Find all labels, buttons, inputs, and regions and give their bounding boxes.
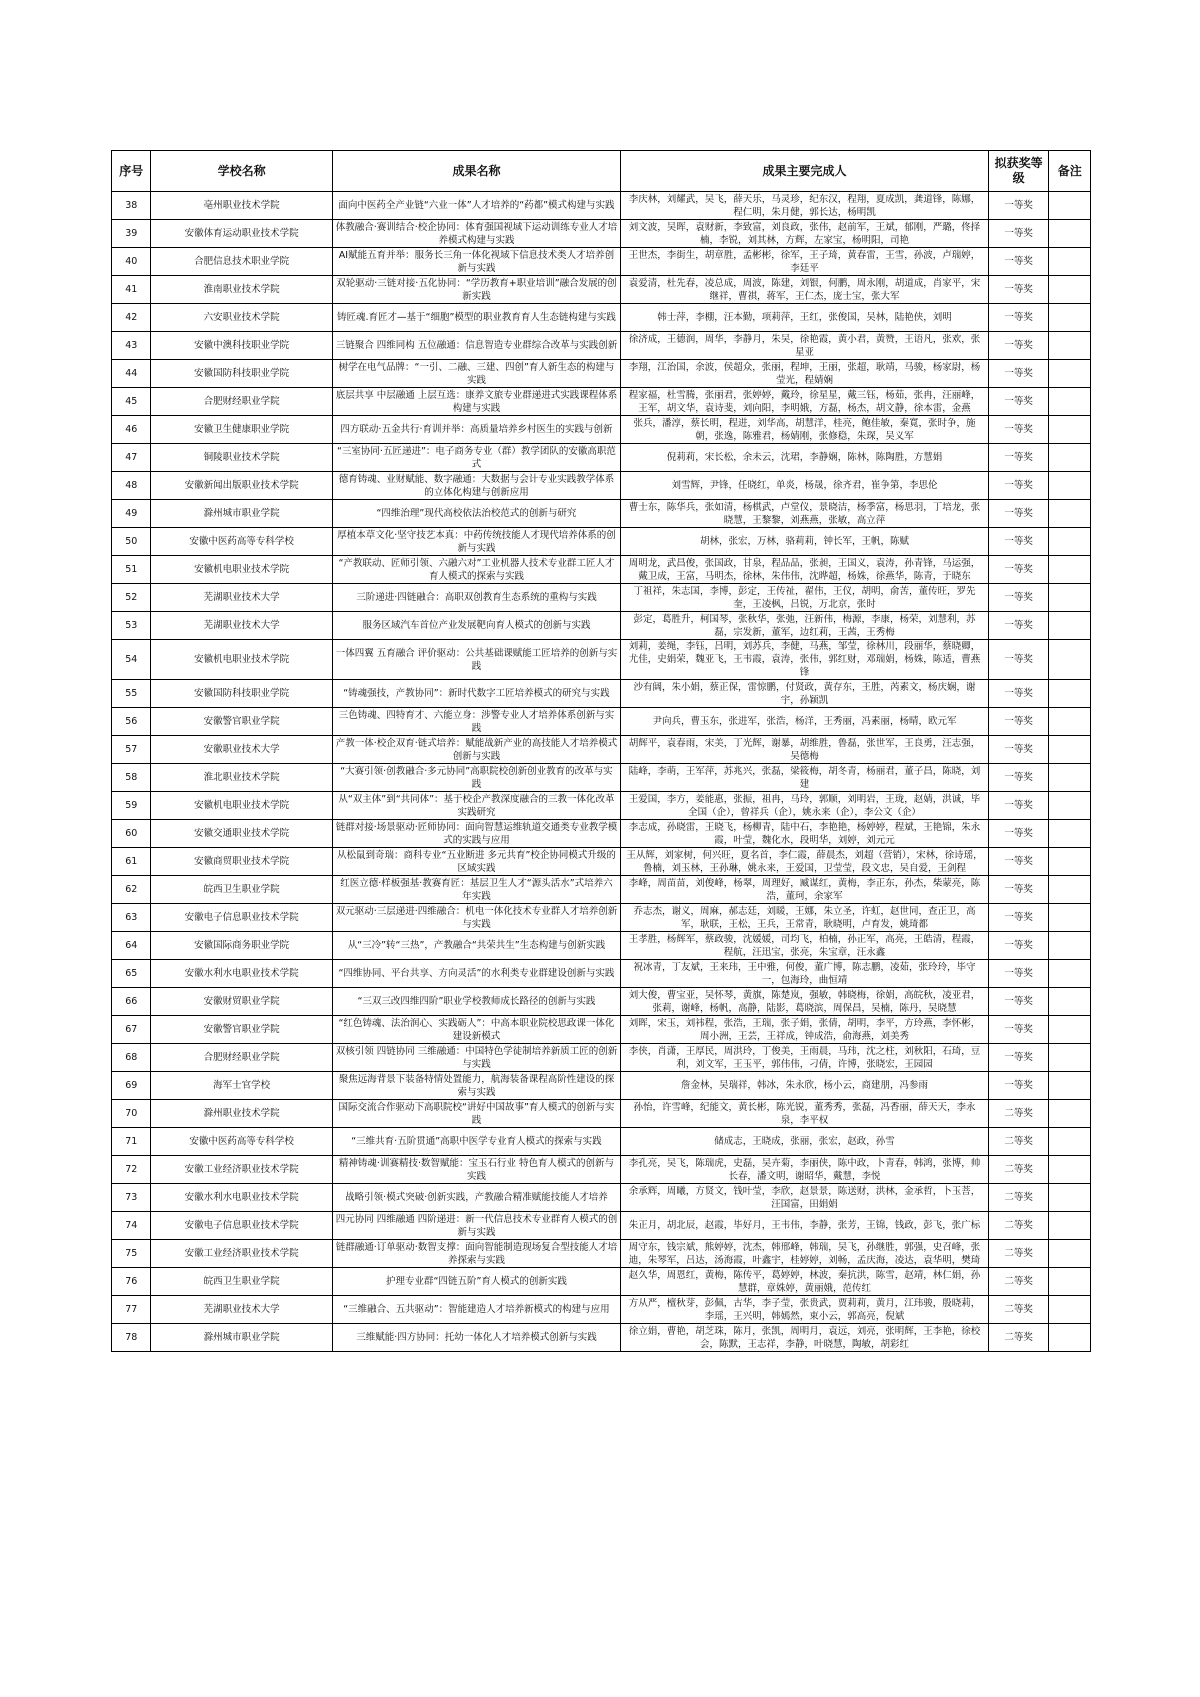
header-no: 序号 [112, 151, 151, 192]
cell-award: 一等奖 [988, 612, 1049, 640]
table-row [112, 876, 1091, 904]
table-row [112, 1100, 1091, 1128]
cell-people: 沙有阔，朱小娟，蔡正保，雷惊鹏，付贤政，黄存东，王胜，芮素文，杨庆娴，谢宇，孙颖凯 [621, 680, 989, 708]
cell-school: 安徽机电职业技术学院 [151, 556, 332, 584]
cell-award: 一等奖 [988, 388, 1049, 416]
cell-no: 49 [112, 500, 151, 528]
cell-no: 59 [112, 792, 151, 820]
cell-no: 57 [112, 736, 151, 764]
cell-award: 二等奖 [988, 1184, 1049, 1212]
cell-school: 合肥财经职业学院 [151, 388, 332, 416]
cell-school: 淮北职业技术学院 [151, 764, 332, 792]
table-row [112, 736, 1091, 764]
cell-no: 64 [112, 932, 151, 960]
cell-remark [1049, 1016, 1091, 1044]
table-row [112, 848, 1091, 876]
cell-school: 安徽中澳科技职业学院 [151, 332, 332, 360]
cell-people: 丁祖祥，朱志国，李博，彭定，王传祉，翟伟，王仪，胡明，俞苦，董传旺，罗先奎，王凌枫，吕锐，万北京，张时 [621, 584, 989, 612]
cell-title: 从“双主体”到“共同体”：基于校企产教深度融合的三教一体化改革实践研究 [332, 792, 621, 820]
cell-award: 一等奖 [988, 444, 1049, 472]
cell-people: 韩士萍，李棚，汪本勤，项莉萍，王红，张俊国，吴林，陆艳侠，刘明 [621, 304, 989, 332]
cell-no: 70 [112, 1100, 151, 1128]
cell-no: 55 [112, 680, 151, 708]
table-row [112, 1128, 1091, 1156]
cell-no: 50 [112, 528, 151, 556]
cell-school: 安徽国际商务职业学院 [151, 932, 332, 960]
cell-title: 三阶递进·四链融合：高职双创教育生态系统的重构与实践 [332, 584, 621, 612]
table-row [112, 988, 1091, 1016]
cell-people: 朱正月，胡北辰，赵霞，毕好月，王韦伟，李静，张芳，王锦，钱政，彭飞，张广标 [621, 1212, 989, 1240]
cell-title: “三室协同·五匠递进”：电子商务专业（群）教学团队的安徽高职范式 [332, 444, 621, 472]
table-body [112, 192, 1091, 1352]
cell-no: 47 [112, 444, 151, 472]
cell-title: 三色铸魂、四特育才、六能立身：涉警专业人才培养体系创新与实践 [332, 708, 621, 736]
cell-award: 一等奖 [988, 736, 1049, 764]
cell-people: 周守东，钱宗斌，熊婷婷，沈杰，韩邢峰，韩瑞，吴飞，孙继胜，郭强，史召峰，张迪，朱琴军，吕达，汤海霞，叶鑫宇，桂婷婷，刘畅，孟庆海，凌达，袁华明，樊琦 [621, 1240, 989, 1268]
cell-title: “铸魂强技，产教协同”：新时代数字工匠培养模式的研究与实践 [332, 680, 621, 708]
cell-title: “四维治理”现代高校依法治校范式的创新与研究 [332, 500, 621, 528]
table-row [112, 1212, 1091, 1240]
header-title: 成果名称 [332, 151, 621, 192]
table-row [112, 1268, 1091, 1296]
cell-school: 安徽电子信息职业技术学院 [151, 904, 332, 932]
awards-table [111, 150, 1091, 1352]
cell-school: 安徽新闻出版职业技术学院 [151, 472, 332, 500]
cell-no: 78 [112, 1324, 151, 1352]
table-row [112, 640, 1091, 680]
cell-remark [1049, 1044, 1091, 1072]
cell-school: 安徽警官职业学院 [151, 708, 332, 736]
cell-remark [1049, 932, 1091, 960]
cell-award: 二等奖 [988, 1324, 1049, 1352]
table-row [112, 1016, 1091, 1044]
cell-remark [1049, 680, 1091, 708]
cell-no: 48 [112, 472, 151, 500]
cell-title: 底层共享 中层融通 上层互选：康养文旅专业群递进式实践课程体系构建与实践 [332, 388, 621, 416]
cell-title: 产教一体·校企双育·链式培养：赋能战新产业的高技能人才培养模式创新与实践 [332, 736, 621, 764]
cell-people: 余承辉，周曦，方贤文，钱叶莹，李欣，赵景景，陈送财，洪林，金承哲，卜玉菩，汪国富，田娟娟 [621, 1184, 989, 1212]
cell-people: 倪莉莉，宋长松，余未云，沈珺，李静娴，陈林，陈陶胜，方慧娟 [621, 444, 989, 472]
cell-remark [1049, 736, 1091, 764]
cell-title: 精神铸魂·训赛精技·数智赋能：宝玉石行业 特色育人模式的创新与实践 [332, 1156, 621, 1184]
cell-remark [1049, 848, 1091, 876]
cell-title: 德育铸魂、业财赋能、数字融通：大数据与会计专业实践教学体系的立体化构建与创新应用 [332, 472, 621, 500]
cell-remark [1049, 584, 1091, 612]
cell-remark [1049, 1296, 1091, 1324]
cell-award: 一等奖 [988, 304, 1049, 332]
cell-no: 53 [112, 612, 151, 640]
cell-award: 一等奖 [988, 876, 1049, 904]
cell-people: 乔志杰，谢义，周麻，郝志廷，刘暖，王娜，朱立圣，许虹，赵世同，查正卫，高军，耿联，王松，王兵，王常青，耿晓明，卢育发，姚琦都 [621, 904, 989, 932]
table-row [112, 680, 1091, 708]
cell-title: 双核引领 四链协同 三维融通：中国特色学徒制培养新质工匠的创新与实践 [332, 1044, 621, 1072]
cell-remark [1049, 192, 1091, 220]
cell-people: 王爱国，李方，姜能惠，张振，祖冉，马玲，郭顺，刘明岩，王珑，赵婧，洪诚，毕全国（企），曾祥兵（企），姚永来（企），李公文（企） [621, 792, 989, 820]
cell-award: 一等奖 [988, 960, 1049, 988]
cell-remark [1049, 876, 1091, 904]
cell-award: 一等奖 [988, 792, 1049, 820]
cell-no: 42 [112, 304, 151, 332]
cell-no: 63 [112, 904, 151, 932]
cell-remark [1049, 360, 1091, 388]
cell-title: 红医立德·样板强基·教赛育匠：基层卫生人才“源头活水”式培养六年实践 [332, 876, 621, 904]
cell-people: 程家福，杜雪腾，张丽君，张婷婷，戴玲，徐星星，戴三钰，杨茹，张冉，汪丽峰，王军，胡文华，袁诗斐，刘向阳，李明娥，方磊，杨杰，胡文静，徐本雷，金燕 [621, 388, 989, 416]
cell-no: 66 [112, 988, 151, 1016]
cell-remark [1049, 276, 1091, 304]
cell-remark [1049, 388, 1091, 416]
cell-award: 一等奖 [988, 1072, 1049, 1100]
cell-people: 张兵，潘淳，蔡长明，程进，刘华高，胡慧洋，桂亮，鲍佳敏，秦寬，张时争，施朝，张逸，陈雅君，杨婧刚，张修稳，朱琛，吴义军 [621, 416, 989, 444]
cell-people: 尹向兵，曹玉东，张进军，张浩，杨洋，王秀丽，冯素丽，杨晴，欧元军 [621, 708, 989, 736]
cell-no: 40 [112, 248, 151, 276]
cell-title: 链群融通·订单驱动·数智支撑：面向智能制造现场复合型技能人才培养探索与实践 [332, 1240, 621, 1268]
table-row [112, 820, 1091, 848]
cell-no: 62 [112, 876, 151, 904]
cell-award: 二等奖 [988, 1100, 1049, 1128]
table-row [112, 1296, 1091, 1324]
cell-no: 74 [112, 1212, 151, 1240]
table-row [112, 220, 1091, 248]
cell-people: 胡辉平，袁春雨，宋美，丁光辉，谢暴，胡维胜，鲁磊，张世军，王良勇，汪志强，吴德梅 [621, 736, 989, 764]
table-row [112, 332, 1091, 360]
cell-title: 三维赋能·四方协同：托幼一体化人才培养模式创新与实践 [332, 1324, 621, 1352]
cell-remark [1049, 1072, 1091, 1100]
cell-school: 芜湖职业技术大学 [151, 1296, 332, 1324]
cell-people: 李孔亮，吴飞，陈瑞虎，史磊，吴卉菊，李丽侠，陈中政，卜青春，韩鸿，张博，帅长春，潘文明，谢昭华，戴慧，李悦 [621, 1156, 989, 1184]
cell-title: 聚焦远海背景下装备特情处置能力，航海装备课程高阶性建设的探索与实践 [332, 1072, 621, 1100]
table-row [112, 1184, 1091, 1212]
cell-award: 一等奖 [988, 764, 1049, 792]
cell-title: 三链聚合 四维同构 五位融通：信息智造专业群综合改革与实践创新 [332, 332, 621, 360]
cell-title: 面向中医药全产业链“六业一体”人才培养的“药都”模式构建与实践 [332, 192, 621, 220]
cell-people: 袁爱清，杜先春，凌总成，周波，陈建，刘银，何鹏，周永刚，胡道成，肖家平，宋继祥，曹祺，蒋军，王仁杰，庞士宝，张大军 [621, 276, 989, 304]
table-row [112, 500, 1091, 528]
cell-school: 安徽中医药高等专科学校 [151, 1128, 332, 1156]
cell-school: 安徽财贸职业学院 [151, 988, 332, 1016]
cell-remark [1049, 332, 1091, 360]
cell-award: 二等奖 [988, 1268, 1049, 1296]
cell-people: 曹士东，陈华兵，张如清，杨棋武，卢堂仪，景晓洁，杨季富，杨思羽，丁培龙，张晓慧，王黎黎，刘燕燕，张敏，高立萍 [621, 500, 989, 528]
header-remark: 备注 [1049, 151, 1091, 192]
cell-remark [1049, 304, 1091, 332]
cell-people: 周明龙，武昌俊，张国政，甘泉，程品品，张昶，王国义，袁涛，孙青锋，马运强，戴卫成，王富，马明杰，徐林，朱伟伟，沈晔超，杨姝，徐燕华，陈青，于晓东 [621, 556, 989, 584]
cell-no: 67 [112, 1016, 151, 1044]
table-row [112, 276, 1091, 304]
cell-no: 39 [112, 220, 151, 248]
cell-people: 胡林，张宏，万林，骆莉莉，钟长军，王帆，陈赋 [621, 528, 989, 556]
table-row [112, 192, 1091, 220]
header-school: 学校名称 [151, 151, 332, 192]
cell-people: 方从严，檀秋芽，彭佩，古华，李子莹，张贵武，贾莉莉，黄月，江玮骏，殷晓莉，李瑶，王兴明，韩嫣然，束小云，郭高亮，倪斌 [621, 1296, 989, 1324]
cell-remark [1049, 1240, 1091, 1268]
cell-title: “三双三改四维四阶”职业学校教师成长路径的创新与实践 [332, 988, 621, 1016]
cell-school: 安徽机电职业技术学院 [151, 640, 332, 680]
cell-no: 72 [112, 1156, 151, 1184]
cell-title: 服务区域汽车首位产业发展靶向育人模式的创新与实践 [332, 612, 621, 640]
cell-remark [1049, 612, 1091, 640]
cell-remark [1049, 416, 1091, 444]
table-row [112, 792, 1091, 820]
cell-title: “产教联动、匠师引领、六融六对”工业机器人技术专业群工匠人才育人模式的探索与实践 [332, 556, 621, 584]
cell-remark [1049, 472, 1091, 500]
cell-people: 王孝胜，杨辉军，蔡政骏，沈媛媛，司均飞，柏楠，孙正军，高亮，王皓清，程霞，程航，汪迅宝，张亮，朱宝章，汪永鑫 [621, 932, 989, 960]
cell-people: 陆峰，李萌，王军萍，苏兆兴，张磊，梁筱梅，胡冬青，杨丽君，董子昌，陈晓，刘建 [621, 764, 989, 792]
cell-remark [1049, 904, 1091, 932]
cell-remark [1049, 556, 1091, 584]
cell-no: 77 [112, 1296, 151, 1324]
cell-remark [1049, 792, 1091, 820]
cell-school: 安徽警官职业学院 [151, 1016, 332, 1044]
cell-award: 一等奖 [988, 528, 1049, 556]
cell-award: 一等奖 [988, 416, 1049, 444]
cell-title: 国际交流合作驱动下高职院校“讲好中国故事”育人模式的创新与实践 [332, 1100, 621, 1128]
cell-remark [1049, 1100, 1091, 1128]
cell-title: “红色铸魂、法治润心、实践砺人”：中高本职业院校思政课一体化建设新模式 [332, 1016, 621, 1044]
cell-award: 一等奖 [988, 904, 1049, 932]
cell-award: 一等奖 [988, 556, 1049, 584]
cell-remark [1049, 248, 1091, 276]
cell-people: 赵久华，周恩红，黄梅，陈传平，葛婷婷，林波，秦抗洪，陈雪，赵靖，林仁娟，孙慧群，章姝婷，黄丽娥，范传红 [621, 1268, 989, 1296]
cell-award: 一等奖 [988, 988, 1049, 1016]
table-row [112, 708, 1091, 736]
cell-no: 65 [112, 960, 151, 988]
cell-title: 四方联动·五金共行·育训并举：高质量培养乡村医生的实践与创新 [332, 416, 621, 444]
cell-school: 皖西卫生职业学院 [151, 876, 332, 904]
table-row [112, 528, 1091, 556]
cell-title: “四维协同、平台共享、方向灵活”的水利类专业群建设创新与实践 [332, 960, 621, 988]
cell-school: 合肥信息技术职业学院 [151, 248, 332, 276]
cell-school: 安徽水利水电职业技术学院 [151, 960, 332, 988]
cell-title: 双轮驱动·三链对接·五化协同：“学历教育+职业培训”融合发展的创新实践 [332, 276, 621, 304]
cell-no: 75 [112, 1240, 151, 1268]
cell-award: 一等奖 [988, 848, 1049, 876]
cell-title: AI赋能五育并举：服务长三角一体化视域下信息技术类人才培养创新与实践 [332, 248, 621, 276]
cell-school: 海军士官学校 [151, 1072, 332, 1100]
cell-no: 58 [112, 764, 151, 792]
cell-school: 安徽电子信息职业技术学院 [151, 1212, 332, 1240]
cell-award: 一等奖 [988, 360, 1049, 388]
cell-people: 刘莉，姜绳，李钰，吕明，刘苏兵，李健，马燕，邹莹，徐林川，段丽华，蔡晓卿，尤佳，史娟荣，魏亚飞，王韦霞，袁涛，张伟，郭红财，邓瑞娟，杨姝，陈适，曹燕锋 [621, 640, 989, 680]
cell-remark [1049, 1156, 1091, 1184]
cell-school: 安徽机电职业技术学院 [151, 792, 332, 820]
cell-people: 詹金林，吴瑞祥，韩冰，朱永欣，杨小云，商建朋，冯参雨 [621, 1072, 989, 1100]
cell-no: 45 [112, 388, 151, 416]
cell-award: 一等奖 [988, 680, 1049, 708]
cell-school: 安徽国防科技职业学院 [151, 360, 332, 388]
cell-no: 43 [112, 332, 151, 360]
cell-award: 一等奖 [988, 932, 1049, 960]
cell-remark [1049, 820, 1091, 848]
cell-award: 一等奖 [988, 708, 1049, 736]
table-row [112, 960, 1091, 988]
cell-school: 滁州职业技术学院 [151, 1100, 332, 1128]
table-row [112, 764, 1091, 792]
table-header-row [112, 151, 1091, 192]
cell-remark [1049, 528, 1091, 556]
cell-no: 41 [112, 276, 151, 304]
cell-school: 铜陵职业技术学院 [151, 444, 332, 472]
cell-people: 刘晖，宋玉，刘祎程，张浩，王瑞，张子娟，张倩，胡明，李平，方玲燕，李怀彬，周小洲，王芸，王祥成，钟成浩，俞海燕，刘美秀 [621, 1016, 989, 1044]
cell-award: 一等奖 [988, 220, 1049, 248]
table-row [112, 444, 1091, 472]
cell-school: 亳州职业技术学院 [151, 192, 332, 220]
cell-school: 滁州城市职业学院 [151, 500, 332, 528]
cell-no: 46 [112, 416, 151, 444]
cell-school: 安徽卫生健康职业学院 [151, 416, 332, 444]
cell-remark [1049, 764, 1091, 792]
cell-no: 54 [112, 640, 151, 680]
cell-people: 刘大俊，曹宝亚，吴怀琴，黄旗，陈楚岚，强敏，韩晓梅，徐娟，高皖秋，凌亚君，张莉，谢峰，杨帆，高静，陆影，葛晓滨，周保昌，吴楠，陈丹，吴晓慧 [621, 988, 989, 1016]
cell-title: “大赛引领·创教融合·多元协同”高职院校创新创业教育的改革与实践 [332, 764, 621, 792]
table-row [112, 1240, 1091, 1268]
cell-school: 六安职业技术学院 [151, 304, 332, 332]
cell-no: 71 [112, 1128, 151, 1156]
table-row [112, 1044, 1091, 1072]
cell-title: 双元驱动·三层递进·四维融合：机电一体化技术专业群人才培养创新与实践 [332, 904, 621, 932]
table-row [112, 248, 1091, 276]
cell-award: 一等奖 [988, 1044, 1049, 1072]
cell-no: 56 [112, 708, 151, 736]
cell-remark [1049, 708, 1091, 736]
table-row [112, 584, 1091, 612]
cell-no: 51 [112, 556, 151, 584]
cell-school: 安徽商贸职业技术学院 [151, 848, 332, 876]
cell-remark [1049, 444, 1091, 472]
cell-award: 一等奖 [988, 500, 1049, 528]
cell-remark [1049, 1128, 1091, 1156]
cell-no: 73 [112, 1184, 151, 1212]
cell-title: 链群对接·场景驱动·匠师协同：面向智慧运维轨道交通类专业教学模式的实践与应用 [332, 820, 621, 848]
header-award: 拟获奖等级 [988, 151, 1049, 192]
cell-no: 69 [112, 1072, 151, 1100]
cell-remark [1049, 1212, 1091, 1240]
cell-award: 一等奖 [988, 584, 1049, 612]
cell-award: 二等奖 [988, 1296, 1049, 1324]
table-row [112, 1156, 1091, 1184]
cell-school: 滁州城市职业学院 [151, 1324, 332, 1352]
cell-award: 一等奖 [988, 1016, 1049, 1044]
cell-remark [1049, 960, 1091, 988]
table-row [112, 904, 1091, 932]
cell-people: 王从辉，刘家树，何兴旺，夏名首，李仁霞，薛晨杰，刘超（营销），宋林，徐诗瑶，鲁楠，刘玉林，王孙琳，姚永来，王爱国，卫莹莹，段文忠，吴自爱，王剑程 [621, 848, 989, 876]
cell-award: 一等奖 [988, 248, 1049, 276]
cell-school: 安徽体育运动职业技术学院 [151, 220, 332, 248]
cell-remark [1049, 220, 1091, 248]
results-sheet [111, 150, 1091, 1352]
table-row [112, 1324, 1091, 1352]
cell-school: 安徽水利水电职业技术学院 [151, 1184, 332, 1212]
header-people: 成果主要完成人 [621, 151, 989, 192]
cell-school: 皖西卫生职业学院 [151, 1268, 332, 1296]
cell-award: 一等奖 [988, 472, 1049, 500]
cell-title: 体教融合·赛训结合·校企协同：体育强国视域下运动训练专业人才培养模式构建与实践 [332, 220, 621, 248]
cell-school: 芜湖职业技术大学 [151, 612, 332, 640]
cell-school: 淮南职业技术学院 [151, 276, 332, 304]
table-row [112, 388, 1091, 416]
cell-school: 芜湖职业技术大学 [151, 584, 332, 612]
cell-people: 王世杰，李街生，胡章胜，孟彬彬，徐军，王子琦，黄春雷，王雪，孙波，卢瑞婷，李廷平 [621, 248, 989, 276]
cell-award: 二等奖 [988, 1156, 1049, 1184]
cell-people: 李翔，江治国，余波，侯超众，张丽，程坤，王丽，张超，耿靖，马骏，杨家尉，杨莹光，程婧娴 [621, 360, 989, 388]
cell-no: 76 [112, 1268, 151, 1296]
cell-people: 李庆林，刘耀武，吴飞，薛天乐，马灵珍，纪东汉，程翔，夏成凯，龚道锋，陈娜，程仁明，朱月健，郭长达，杨明凯 [621, 192, 989, 220]
cell-award: 一等奖 [988, 332, 1049, 360]
cell-school: 合肥财经职业学院 [151, 1044, 332, 1072]
cell-title: 四元协同 四维融通 四阶递进：新一代信息技术专业群育人模式的创新与实践 [332, 1212, 621, 1240]
cell-no: 60 [112, 820, 151, 848]
cell-no: 44 [112, 360, 151, 388]
cell-remark [1049, 1324, 1091, 1352]
cell-award: 二等奖 [988, 1128, 1049, 1156]
cell-no: 38 [112, 192, 151, 220]
table-row [112, 360, 1091, 388]
table-row [112, 612, 1091, 640]
cell-title: 铸匠魂.育匠才—基于“细胞”模型的职业教育育人生态链构建与实践 [332, 304, 621, 332]
table-row [112, 416, 1091, 444]
cell-title: 从松鼠到奇瑞：商科专业“五业断进 多元共育”校企协同模式升级的区域实践 [332, 848, 621, 876]
cell-remark [1049, 988, 1091, 1016]
cell-people: 李志成，孙晓雷，王晓飞，杨柳青，陆中石，李艳艳，杨婷婷，程斌，王艳锦，朱永霞，叶莹，魏化水，段明华，刘婷，刘元元 [621, 820, 989, 848]
cell-award: 一等奖 [988, 192, 1049, 220]
cell-title: 从“三冷”转“三热”，产教融合“共荣共生”生态构建与创新实践 [332, 932, 621, 960]
cell-remark [1049, 500, 1091, 528]
cell-school: 安徽国防科技职业学院 [151, 680, 332, 708]
cell-people: 彭定，葛胜升，柯国琴，张秋华，张弛，汪新伟，梅源，李康，杨荣，刘慧利，苏磊，宗发新，董军，边红莉，王茜，王秀梅 [621, 612, 989, 640]
cell-school: 安徽工业经济职业技术学院 [151, 1240, 332, 1268]
cell-no: 52 [112, 584, 151, 612]
table-row [112, 1072, 1091, 1100]
cell-remark [1049, 1268, 1091, 1296]
table-row [112, 472, 1091, 500]
cell-school: 安徽工业经济职业技术学院 [151, 1156, 332, 1184]
table-row [112, 932, 1091, 960]
cell-title: “三维共育·五阶贯通”高职中医学专业育人模式的探索与实践 [332, 1128, 621, 1156]
cell-school: 安徽中医药高等专科学校 [151, 528, 332, 556]
table-row [112, 556, 1091, 584]
cell-people: 储成志，王晓成，张丽，张宏，赵政，孙雪 [621, 1128, 989, 1156]
cell-award: 一等奖 [988, 276, 1049, 304]
cell-title: 战略引领·模式突破·创新实践，产教融合精准赋能技能人才培养 [332, 1184, 621, 1212]
cell-people: 徐济成，王德润，周华，李静月，朱吴，徐艳霞，黄小君，黄赞，王语凡，张欢，张星亚 [621, 332, 989, 360]
cell-people: 祝冰青，丁友斌，王来玮，王中雅，何俊，董广博，陈志鹏，凌茹，张玲玲，毕守一，包海玲，曲恒靖 [621, 960, 989, 988]
cell-people: 刘文波，吴晖，袁财新，李致富，刘良政，张伟，赵前军，王斌，郁刚，严璐，佟择楠，李锐，刘其林，方辉，左家宝，杨明阳，司艳 [621, 220, 989, 248]
cell-title: “三维融合、五共驱动”：智能建造人才培养新模式的构建与应用 [332, 1296, 621, 1324]
cell-title: 树学在电气品牌：“一引、二融、三建、四创”育人新生态的构建与实践 [332, 360, 621, 388]
cell-school: 安徽交通职业技术学院 [151, 820, 332, 848]
cell-remark [1049, 640, 1091, 680]
cell-no: 61 [112, 848, 151, 876]
cell-award: 一等奖 [988, 640, 1049, 680]
cell-people: 徐立娟，曹艳，胡芝珠，陈月，张凯，周明月，袁远，刘亮，张明辉，王李艳，徐校会，陈默，王志祥，李静，叶晓慧，陶敏，胡彩红 [621, 1324, 989, 1352]
cell-award: 一等奖 [988, 820, 1049, 848]
cell-award: 二等奖 [988, 1240, 1049, 1268]
cell-people: 李峰，周苗苗，刘俊峰，杨翠，周理好，臧谋红，黄梅，李正东，孙杰，柴蒙亮，陈浩，董珂，余家军 [621, 876, 989, 904]
cell-people: 孙怡，许雪峰，纪能文，黄长彬，陈光锐，董秀秀，张磊，冯香丽，薛天天，李永泉，李平权 [621, 1100, 989, 1128]
cell-title: 厚植本草文化·坚守技艺本真：中药传统技能人才现代培养体系的创新与实践 [332, 528, 621, 556]
cell-title: 护理专业群“四链五阶”育人模式的创新实践 [332, 1268, 621, 1296]
table-row [112, 304, 1091, 332]
cell-award: 二等奖 [988, 1212, 1049, 1240]
cell-remark [1049, 1184, 1091, 1212]
cell-school: 安徽职业技术大学 [151, 736, 332, 764]
cell-people: 刘雪辉，尹锋，任晓红，单炎，杨晟，徐齐君，崔争第，李思伦 [621, 472, 989, 500]
cell-people: 李侠，肖潇，王厚民，周洪玲，丁俊美，王雨晨，马玮，沈之柱，刘秋阳，石琦，豆利，刘文军，王玉平，郭伟伟，刁倩，许博，张晓宏，王园园 [621, 1044, 989, 1072]
cell-title: 一体四翼 五育融合 评价驱动：公共基础课赋能工匠培养的创新与实践 [332, 640, 621, 680]
cell-no: 68 [112, 1044, 151, 1072]
